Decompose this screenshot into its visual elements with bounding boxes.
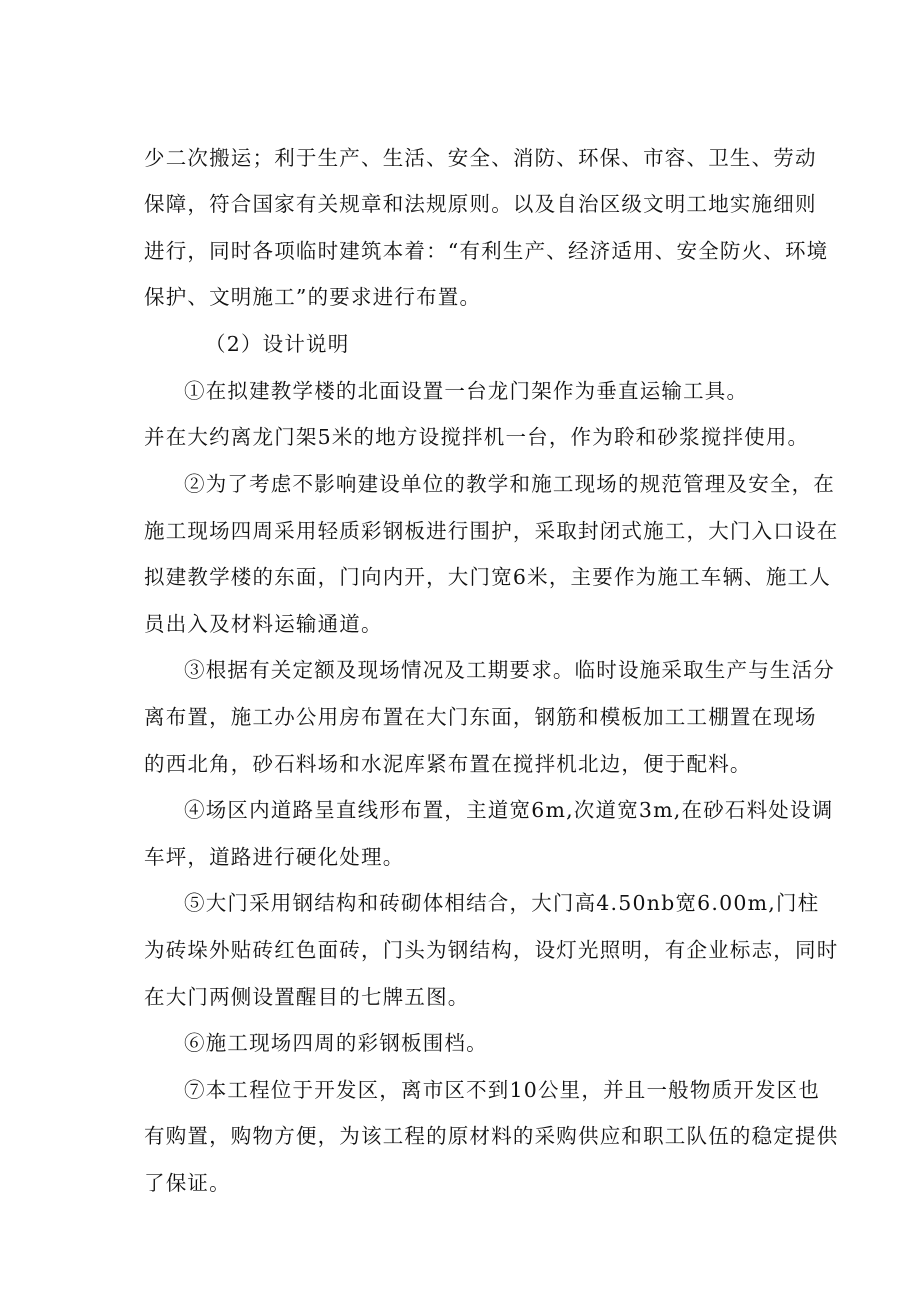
text-line: 为砖垛外贴砖红色面砖，门头为钢结构，设灯光照明，有企业标志，同时: [144, 938, 839, 962]
text-line: 有购置，购物方便，为该工程的原材料的采购供应和职工队伍的稳定提供: [144, 1124, 839, 1148]
text-line: ⑤大门采用钢结构和砖砌体相结合，大门高4.50nb宽6.00m,门柱: [184, 891, 820, 915]
text-line: 员出入及材料运输通道。: [144, 612, 383, 636]
text-line: 进行，同时各项临时建筑本着：“有利生产、经济适用、安全防火、环境: [144, 239, 829, 263]
text-line: 在大门两侧设置醒目的七牌五图。: [144, 985, 470, 1009]
text-line: ③根据有关定额及现场情况及工期要求。临时设施采取生产与生活分: [184, 658, 835, 682]
text-line: 的西北角，砂石料场和水泥库紧布置在搅拌机北边，便于配料。: [144, 752, 752, 776]
text-line: 拟建教学楼的东面，门向内开，大门宽6米，主要作为施工车辆、施工人: [144, 565, 831, 589]
text-line: 离布置，施工办公用房布置在大门东面，钢筋和模板加工工棚置在现场: [144, 705, 817, 729]
section-heading: （2）设计说明: [205, 332, 350, 356]
text-line: 少二次搬运；利于生产、生活、安全、消防、环保、市容、卫生、劳动: [144, 146, 817, 170]
text-line: 保护、文明施工”的要求进行布置。: [144, 285, 482, 309]
text-line: 施工现场四周采用轻质彩钢板进行围护，采取封闭式施工，大门入口设在: [144, 519, 839, 543]
text-line: ④场区内道路呈直线形布置，主道宽6m,次道宽3m,在砂石料处设调: [184, 798, 834, 822]
text-line: 了保证。: [144, 1171, 231, 1195]
text-line: 车坪，道路进行硬化处理。: [144, 845, 405, 869]
text-line: ②为了考虑不影响建设单位的教学和施工现场的规范管理及安全，在: [184, 472, 835, 496]
text-line: ⑦本工程位于开发区，离市区不到10公里，并且一般物质开发区也: [184, 1078, 821, 1102]
text-line: ①在拟建教学楼的北面设置一台龙门架作为垂直运输工具。: [184, 379, 749, 403]
text-line: 并在大约离龙门架5米的地方设搅拌机一台，作为聆和砂浆搅拌使用。: [144, 425, 810, 449]
text-line: 保障，符合国家有关规章和法规原则。以及自治区级文明工地实施细则: [144, 192, 817, 216]
text-line: ⑥施工现场四周的彩钢板围档。: [184, 1031, 488, 1055]
